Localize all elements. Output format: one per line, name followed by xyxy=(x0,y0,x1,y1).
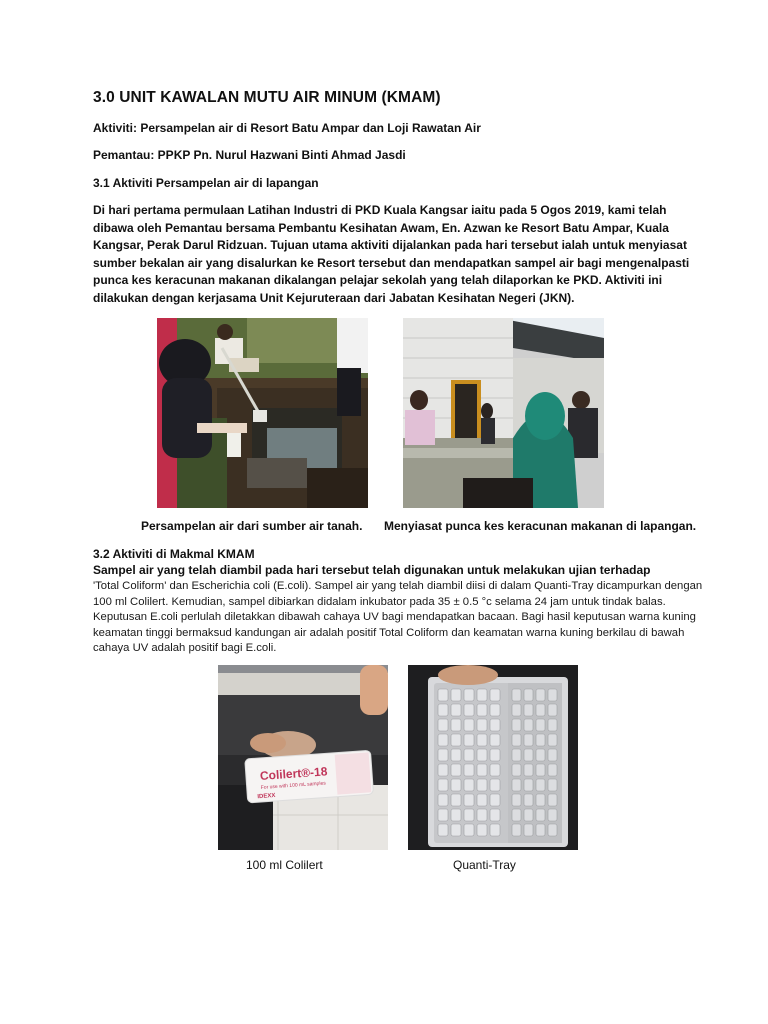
tray-well xyxy=(438,764,448,776)
tray-well xyxy=(438,689,448,701)
tray-well xyxy=(464,809,474,821)
tray-well-small xyxy=(536,794,545,806)
tray-well xyxy=(451,794,461,806)
tray-well xyxy=(438,809,448,821)
tray-well-small xyxy=(524,704,533,716)
tray-well xyxy=(438,719,448,731)
tray-well xyxy=(464,749,474,761)
tray-well xyxy=(490,749,500,761)
photo-quanti-tray xyxy=(408,665,578,850)
tray-well-small xyxy=(536,809,545,821)
tray-well xyxy=(438,749,448,761)
tray-well xyxy=(438,794,448,806)
tray-well-small xyxy=(548,809,557,821)
tray-well xyxy=(438,734,448,746)
tray-well xyxy=(490,689,500,701)
tray-well-small xyxy=(524,809,533,821)
tray-well xyxy=(451,779,461,791)
tray-well-small xyxy=(524,689,533,701)
tray-well xyxy=(438,704,448,716)
tray-well xyxy=(451,809,461,821)
tray-well-small xyxy=(512,719,521,731)
colilert-sub: For use with 100 mL samples xyxy=(260,780,326,791)
tray-well xyxy=(477,809,487,821)
section-3-1-body: Di hari pertama permulaan Latihan Industri di PKD Kuala Kangsar iaitu pada 5 Ogos 2019, kami telah dibawa oleh Pemantau bersama Pembantu Kesihatan Awam, En. Azwan ke Resort Batu Ampar, Kuala Kangsar, Perak Darul Ridzuan. Tujuan utama aktiviti dijalankan pada hari tersebut ialah untuk menyiasat sumber bekalan air yang disalurkan ke Resort tersebut dan mendapatkan sampel air bagi mengenalpasti punca kes keracunan makanan dikalangan pelajar sekolah yang telah dilaporkan ke PKD. Aktiviti ini dilakukan dengan kerjasama Unit Kejuruteraan dari Jabatan Kesihatan Negeri (JKN). xyxy=(93,203,690,305)
tray-well-small xyxy=(548,734,557,746)
tray-well-small xyxy=(524,719,533,731)
tray-well xyxy=(490,824,500,836)
caption-colilert: 100 ml Colilert xyxy=(246,858,323,872)
tray-well xyxy=(477,689,487,701)
tray-well xyxy=(490,809,500,821)
tray-well xyxy=(464,794,474,806)
tray-well xyxy=(451,749,461,761)
tray-well xyxy=(477,719,487,731)
tray-well xyxy=(490,764,500,776)
tray-well-small xyxy=(524,749,533,761)
tray-well-small xyxy=(536,764,545,776)
tray-well xyxy=(477,764,487,776)
photo-field-investigation xyxy=(403,318,604,508)
caption-quanti-tray: Quanti-Tray xyxy=(453,858,516,872)
tray-well-small xyxy=(548,779,557,791)
tray-well-small xyxy=(548,689,557,701)
tray-well xyxy=(451,824,461,836)
tray-well xyxy=(464,764,474,776)
tray-well xyxy=(464,734,474,746)
tray-well-small xyxy=(548,719,557,731)
tray-well-small xyxy=(536,779,545,791)
tray-well-small xyxy=(548,824,557,836)
section-3-2-body: 'Total Coliform' dan Escherichia coli (E.coli). Sampel air yang telah diambil diisi di dalam Quanti-Tray dicampurkan dengan 100 ml Colilert. Kemudian, sampel dibiarkan didalam inkubator pada 35 ± 0.5 °c selama 24 jam untuk tindak balas. Keputusan E.coli perlulah diletakkan dibawah cahaya UV bagi mendapatkan bacaan. Bagi hasil keputusan warna kuning keamatan tinggi bermaksud kandungan air adalah positif Total Coliform dan keamatan warna kuning berkilau di bawah cahaya UV adalah positif bagi E.coli. xyxy=(93,580,703,655)
tray-well-small xyxy=(536,704,545,716)
activity-line: Aktiviti: Persampelan air di Resort Batu Ampar dan Loji Rawatan Air xyxy=(93,121,481,135)
tray-well-small xyxy=(512,779,521,791)
section-3-2-body-lead: Sampel air yang telah diambil pada hari tersebut telah digunakan untuk melakukan ujian terhadap xyxy=(93,563,651,577)
tray-well xyxy=(451,734,461,746)
tray-well-small xyxy=(512,689,521,701)
tray-well-small xyxy=(524,764,533,776)
tray-well xyxy=(451,764,461,776)
colilert-label: Colilert®-18 xyxy=(259,764,328,783)
tray-well xyxy=(464,824,474,836)
tray-well-small xyxy=(512,734,521,746)
tray-well xyxy=(451,704,461,716)
tray-well xyxy=(490,719,500,731)
caption-water-sampling: Persampelan air dari sumber air tanah. xyxy=(141,519,363,533)
tray-well xyxy=(464,689,474,701)
tray-well-small xyxy=(524,734,533,746)
tray-well-small xyxy=(512,809,521,821)
tray-well xyxy=(477,824,487,836)
tray-well xyxy=(490,794,500,806)
tray-well-small xyxy=(548,794,557,806)
section-3-1-title: 3.1 Aktiviti Persampelan air di lapangan xyxy=(93,176,319,190)
tray-well xyxy=(477,779,487,791)
supervisor-line: Pemantau: PPKP Pn. Nurul Hazwani Binti Ahmad Jasdi xyxy=(93,148,406,162)
tray-well-small xyxy=(512,794,521,806)
tray-well xyxy=(438,824,448,836)
tray-well xyxy=(438,779,448,791)
tray-well-small xyxy=(524,794,533,806)
page-heading: 3.0 UNIT KAWALAN MUTU AIR MINUM (KMAM) xyxy=(93,89,441,106)
tray-well xyxy=(451,719,461,731)
tray-well-small xyxy=(512,764,521,776)
idexx-logo: IDEXX xyxy=(257,792,276,801)
tray-well xyxy=(477,734,487,746)
tray-well xyxy=(451,689,461,701)
tray-well xyxy=(464,719,474,731)
tray-well xyxy=(477,794,487,806)
tray-well xyxy=(490,734,500,746)
tray-well xyxy=(477,749,487,761)
tray-well-small xyxy=(536,749,545,761)
tray-well-small xyxy=(536,734,545,746)
tray-well xyxy=(477,704,487,716)
tray-well-small xyxy=(548,764,557,776)
tray-well-small xyxy=(512,824,521,836)
tray-well xyxy=(464,779,474,791)
tray-well-small xyxy=(536,719,545,731)
section-3-2-title: 3.2 Aktiviti di Makmal KMAM xyxy=(93,547,255,561)
tray-well-small xyxy=(524,824,533,836)
tray-well xyxy=(490,704,500,716)
tray-well-small xyxy=(536,824,545,836)
caption-field-investigation: Menyiasat punca kes keracunan makanan di lapangan. xyxy=(384,519,697,533)
photo-water-sampling xyxy=(157,318,368,508)
tray-well xyxy=(464,704,474,716)
tray-well-small xyxy=(536,689,545,701)
tray-well-small xyxy=(512,749,521,761)
tray-well xyxy=(490,779,500,791)
photo-colilert xyxy=(218,665,388,850)
tray-well-small xyxy=(512,704,521,716)
tray-well-small xyxy=(548,704,557,716)
tray-well-small xyxy=(548,749,557,761)
tray-well-small xyxy=(524,779,533,791)
